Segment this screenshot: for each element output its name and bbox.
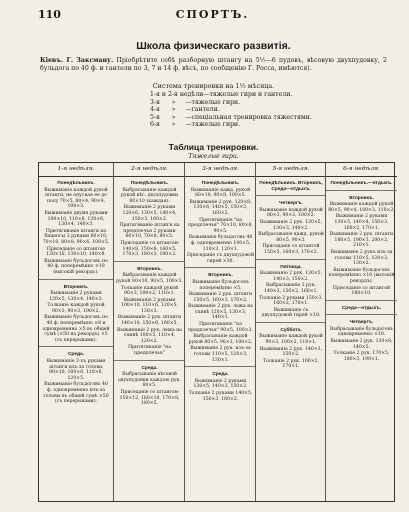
column-header: 5-я недѣля. — [256, 163, 326, 177]
schedule-line: 5-я » —спеціальная тренировка тяжестями. — [150, 113, 312, 121]
cell-divider — [39, 346, 113, 347]
table-column — [255, 163, 326, 501]
table-column — [39, 163, 113, 501]
article-title: Школа физическаго развитія. — [136, 40, 291, 52]
day-cell — [114, 362, 185, 407]
exercise-entry: Выбрасываніе вѣсовой двухпудовки каждою рук. 80×5. — [118, 372, 181, 389]
exercise-entry: Выжиманіе каждой рукой штанги, не опуская ее до полу 70×5, 80×4, 90×4, 100×3. — [44, 187, 108, 210]
day-cell — [114, 177, 185, 258]
day-cell — [326, 302, 397, 312]
day-heading: Понедѣльникъ.—отдыхъ. — [330, 181, 393, 186]
schedule-line: 3-я » —тяжелые гири. — [150, 98, 241, 106]
schedule-line: 1-я и 2-я недѣли—тяжелые гири и гантели. — [150, 91, 293, 98]
day-cell — [326, 177, 397, 187]
day-cell — [326, 192, 397, 297]
day-cell — [256, 197, 326, 255]
exercise-entry: Приседаніе съ двухпудовой гирей ×30. — [187, 253, 255, 264]
day-heading: Среда. — [67, 352, 85, 358]
exercise-entry: Выжиманіе бульдоговъ по 40 ф. поперемѣнно ×8 и одновременно ×5 въ общей сумѣ (×50 на рекордъ) ×5 (съ перерывами). — [42, 315, 110, 343]
exercise-entry: Выжиманіе 2 рук. 130×5, 140×3, 150×2. — [259, 271, 323, 282]
day-cell — [39, 177, 113, 276]
day-cell — [256, 324, 326, 370]
exercise-entry: Толканіе 2 рук. 170×5, 180×3, 190×1. — [333, 351, 390, 362]
exercise-entry: Выжиманіе 2 руками 120×6, 130×5, 140×4, 150×3, 160×2. — [122, 205, 177, 222]
exercise-entry: Притягиваніе штанги на бицепсы 3 руками 60×10, 70×10, 80×8, 90×6, 100×5. — [42, 228, 110, 245]
day-heading: Понедѣльникъ. — [130, 181, 169, 186]
day-cell — [114, 263, 185, 357]
day-heading: Вторникъ. — [137, 266, 162, 272]
table-column — [113, 163, 185, 501]
exercise-entry: Приседаніе со штангою 150×12, 160×10, 170×8, 180×5. — [119, 390, 180, 407]
exercise-entry: Толканіе каждой рукой 90×3, 100×2, 110×1. — [120, 285, 179, 297]
day-heading: Пятница. — [280, 264, 302, 270]
exercise-entry: Выжиманіе бульдоговъ поперемѣнно ×10 (высокій рекордъ). — [328, 267, 395, 284]
exercise-entry: Выжиманіе 2 рук. 120×5, 130×3, 140×2. — [259, 219, 323, 231]
day-heading: Четвергъ. — [349, 320, 374, 326]
schedule-line: 4-я » —гантели. — [150, 106, 220, 114]
column-header: 6-я недѣля. — [326, 163, 397, 177]
table-subtitle: Тяжелые гири. — [188, 153, 239, 160]
exercise-entry: Выбрасываніе бульдоговъ одновременно ×10. — [330, 326, 393, 338]
day-cell — [185, 177, 256, 264]
weekly-schedule — [150, 91, 312, 129]
exercise-entry: Выжиманіе 2 рукъ изъ-за головы 110×5, 120×3, 130×2. — [330, 249, 393, 267]
exercise-entry: Выжиманіе каждой рукой 80×5, 90×4, 100×3, 110×2. — [328, 202, 395, 213]
exercise-entry: Приседаніе со штангою 140×8, 150×6, 160×5, 170×3, 180×3, 190×2. — [120, 240, 179, 258]
day-cell — [39, 281, 113, 344]
day-heading: Среда—отдыхъ. — [341, 305, 382, 311]
page-number: 110 — [38, 8, 61, 21]
exercise-entry: Выжиманіе 2 рук. 130×8, 140×5. — [330, 339, 393, 350]
exercise-entry: Приседаніе со штангой 180×10. — [332, 285, 391, 297]
cell-divider — [185, 366, 256, 367]
exercise-entry: Приседаніе со штангой 150×5, 160×3, 170×2. — [262, 244, 320, 255]
exercise-entry: Выжиманіе каждой рукой 80×3, 90×3, 100×2. — [259, 207, 323, 219]
day-heading: Понедѣльникъ. — [201, 181, 240, 186]
exercise-entry: Выжиманіе 2 руками 100×10, 110×6, 120×5, 130×3. — [121, 297, 178, 314]
cell-divider — [326, 300, 397, 301]
day-cell — [326, 316, 397, 362]
day-cell — [185, 269, 256, 363]
day-cell — [256, 261, 326, 319]
exercise-entry: Приседаніе со штангою 120×10, 130×10, 140×8. — [46, 246, 106, 258]
exercise-entry: Выжиманіе 2 руками 130×5, 140×4, 150×3, 160×2, 170×1. — [334, 214, 389, 231]
exercise-entry: Выбрасываніе каждой рукой 80×10, 90×5, 100×3. — [116, 273, 183, 284]
training-table — [38, 162, 395, 502]
cell-divider — [114, 261, 185, 262]
day-heading: Понедѣльникъ. — [57, 181, 95, 186]
cell-divider — [326, 190, 397, 191]
exercise-entry: Выжиманіе бульдоговъ 40 ф. одновременно 100×5, 110×3, 120×1. — [188, 235, 253, 252]
exercise-entry: Толканіе каждой рукой 80×3, 90×3, 100×2. — [47, 303, 105, 314]
column-header: 2-я недѣля. — [114, 163, 185, 177]
scheme-title: Система тренировки на 1½ мѣсяца. — [152, 82, 275, 90]
day-cell — [39, 348, 113, 404]
exercise-entry: Выжиманіе бульдоговъ 40 ф. одновременно изъ-за головы въ общей сумѣ ×50 (съ перерывами). — [43, 382, 109, 405]
column-header: 1-я недѣля. — [39, 163, 113, 177]
column-header: 3-я недѣля. — [185, 163, 256, 177]
running-head: СПОРТЪ. — [175, 8, 250, 21]
day-heading: Вторникъ. — [349, 195, 374, 201]
exercise-entry: Толканіе 2 рук. 160×2, 170×1. — [263, 358, 319, 370]
exercise-entry: Выбрасываніе кажд. рукой 80×5, 90×3. — [258, 232, 324, 243]
exercise-entry: Выжиманіе 2 рук. штанги 180×5, 190×3, 200×2, 210×1. — [329, 232, 394, 249]
table-column — [325, 163, 397, 501]
exercise-entry: Выжиманіе 2 рук. лежа на спинѣ 120×5, 130×3, 140×1. — [187, 304, 254, 321]
table-column — [184, 163, 256, 501]
day-heading: Среда. — [212, 372, 229, 378]
exercise-entry: Выжиманіе бульдоговъ по 40 ф. поперемѣнно ×10 (высокій рекордъ). — [44, 258, 108, 275]
exercise-entry: Выжиманіе 2 руками 120×5, 130×4, 140×3. — [49, 291, 103, 302]
exercise-entry: Выжиманіе 2 рук. изъ-за головы 110×5, 120×3, 130×1. — [190, 346, 251, 363]
intro-lead: Кіевъ. Г. Заксману. — [40, 57, 114, 64]
day-heading: Вторникъ. — [63, 284, 89, 290]
exercise-entry: Притягиваніе "на предплечья" 70×10, 80×8, 90×5. — [188, 217, 253, 234]
table-title: Таблица тренировки. — [168, 142, 259, 152]
cell-divider — [185, 267, 256, 268]
cell-divider — [256, 259, 326, 260]
page-header — [38, 8, 387, 22]
intro-text: Пріобрѣтите себѣ разборную штангу на 5½—6 пудовъ, вѣсовую двухпудовку, 2 бульдога по 40 ф. и гантели по 3, 7 и 14 ф. вѣсъ, по сообщенію Г. Росса, имѣются). — [40, 57, 387, 72]
exercise-entry: Выжиманіе 2 рук. штанги 150×5, 160×3, 170×2. — [188, 292, 253, 303]
exercise-entry: Притягиваніе "на предплечья" 90×5, 100×3. — [188, 322, 253, 333]
cell-divider — [39, 279, 113, 280]
exercise-entry: Выжиманіе 2 рук. лежа на спинѣ 100×5, 110×4, 120×2. — [116, 327, 183, 344]
day-cell — [185, 368, 256, 402]
exercise-entry: Выжиманіе 2 руками 130×5, 140×3, 150×2. — [193, 378, 248, 390]
cell-divider — [256, 322, 326, 323]
exercise-entry: Выжиманіе съ двухпудовой гирей ×10. — [261, 307, 321, 319]
intro-paragraph — [40, 57, 387, 73]
exercise-entry: Толканіе 2 руками 140×5, 150×3, 160×2. — [188, 391, 253, 402]
exercise-entry: Выжиманіе бульдоговъ поперемѣнно ×5. — [192, 279, 249, 291]
day-heading: Суббота. — [280, 327, 302, 333]
exercise-entry: Выжиманіе 2-хъ руками штанги изъ-за головы 90×10, 100×8, 110×6, 120×5. — [46, 359, 106, 381]
exercise-entry: Выбрасываніе каждой рукой вѣс. двухпудовки 80×10 (каждая). — [120, 187, 179, 204]
exercise-entry: Выбрасываніе каждой рукой 80×5, 90×3, 100×2. — [188, 334, 253, 345]
cell-divider — [256, 195, 326, 196]
day-heading: Вторникъ. — [208, 273, 233, 279]
exercise-entry: Притягиваніе "на предплечья" — [128, 345, 171, 357]
exercise-entry: Выбрасываніе 2 рук. 140×3, 150×2, 160×1. — [264, 283, 318, 294]
cell-divider — [326, 314, 397, 315]
exercise-entry: Выжиманіе 2 рук. 120×8, 130×6, 140×5, 150×3, 160×2. — [189, 199, 252, 216]
exercise-entry: Толканіе 2 руками 150×3, 160×2, 170×1. — [259, 295, 323, 307]
exercise-entry: Выжиманіе двумя руками 100×10, 110×8, 120×6, 130×4, 140×3. — [44, 210, 108, 228]
exercise-entry: Выжиманіе кажд. рукой 80×10, 90×8, 100×5. — [190, 187, 251, 199]
exercise-entry: Выжиманіе 2 рук. штанги 140×10, 150×6, 160×5. — [117, 315, 182, 327]
day-heading: Среда. — [141, 365, 158, 371]
day-cell — [256, 177, 326, 192]
exercise-entry: Притягиваніе штанги на предплечья 2 руками 60×10, 70×8, 80×5. — [119, 223, 180, 240]
exercise-entry: Выжиманіе каждой рукой 90×3, 100×2, 110×1. — [259, 334, 323, 346]
day-heading: Понедѣльникъ. Вторникъ, Среда—отдыхъ. — [259, 181, 323, 192]
day-heading: Четвергъ. — [279, 201, 303, 207]
cell-divider — [114, 360, 185, 361]
exercise-entry: Выжиманіе 2 рук. 140×3, 150×2. — [259, 346, 323, 358]
schedule-line: 6-я » —тяжелые гири. — [150, 121, 241, 129]
